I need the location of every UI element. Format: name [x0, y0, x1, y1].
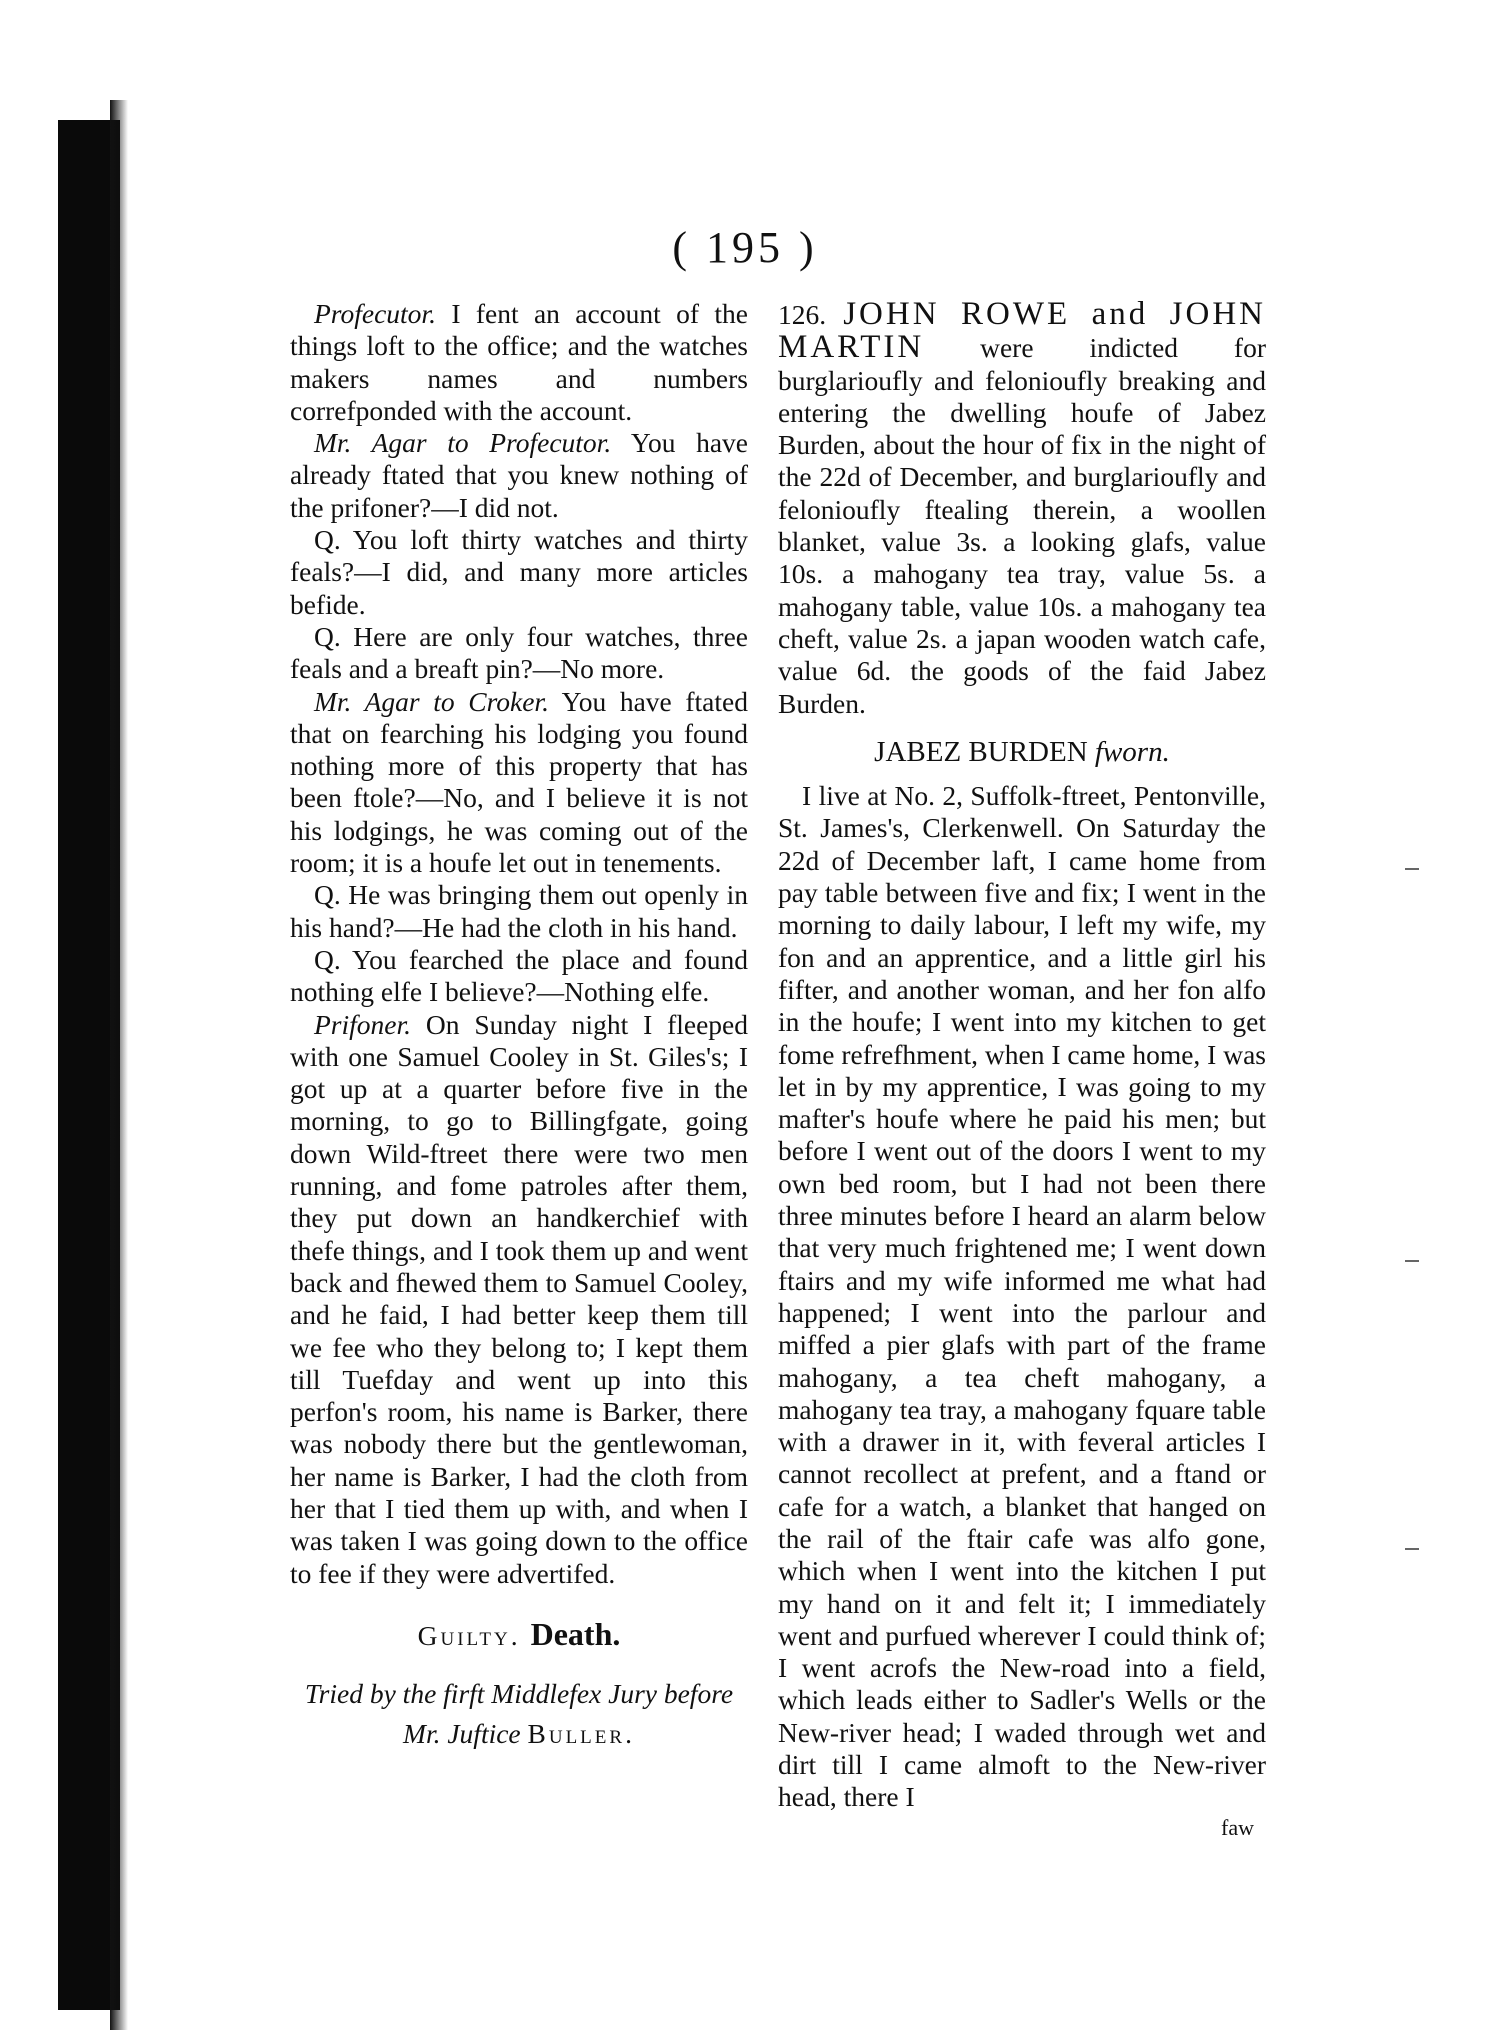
speaker: Mr. Agar to Croker.	[314, 685, 549, 717]
speaker: Mr. Agar to Profecutor.	[314, 427, 612, 459]
right-column	[778, 298, 1266, 1844]
left-column	[290, 298, 748, 1754]
page-number: ( 195 )	[672, 223, 818, 272]
paragraph	[290, 427, 748, 524]
witness-heading	[778, 736, 1266, 768]
judge-name: Buller.	[527, 1718, 635, 1750]
scan-mark	[1405, 868, 1419, 870]
scan-mark	[1405, 1548, 1419, 1550]
paragraph: Q. He was bringing them out openly in his hand?—He had the cloth in his hand.	[290, 879, 748, 943]
paragraph	[290, 298, 748, 427]
catchword: faw	[1221, 1814, 1254, 1840]
case-heading	[778, 298, 1266, 720]
scan-mark	[1405, 1260, 1419, 1262]
paragraph: Q. Here are only four watches, three feals and a breaft pin?—No more.	[290, 620, 748, 685]
paragraph: Q. You fearched the place and found nothing elfe I believe?—Nothing elfe.	[290, 943, 748, 1008]
paragraph	[290, 686, 748, 880]
verdict	[290, 1615, 748, 1652]
witness-name: JABEZ BURDEN	[874, 735, 1088, 768]
verdict-sentence: Death.	[530, 1615, 621, 1652]
testimony: I live at No. 2, Suffolk-ftreet, Pentonville, St. James's, Clerkenwell. On Saturday the 22d of December laft, I came home from pay table between five and fix; I went in the morning to daily labour, I left my wife, my fon and an apprentice, and a little girl his fifter, and another woman, and her fon alfo in the houfe; I went into my kitchen to get fome refrefhment, when I came home, I was let in by my apprentice, I was going to my mafter's houfe where he paid his men; but before I went out of the doors I went to my own bed room, but I had not been there three minutes before I heard an alarm below that very much frightened me; I went down ftairs and my wife informed me what had happened; I went into the parlour and miffed a pier glafs with part of the frame mahogany, a tea cheft mahogany, a mahogany tea tray, a mahogany fquare table with a drawer in it, with feveral articles I cannot recollect at prefent, and a ftand or cafe for a watch, a blanket that hanged on the rail of the ftair cafe was alfo gone, which when I went into the kitchen I put my hand on it and felt it; I immediately went and purfued wherever I could think of; I went acrofs the New-road into a field, which leads either to Sadler's Wells or the New-river head; I waded through wet and dirt till I came almoft to the New-river head, there I	[778, 780, 1266, 1813]
speaker: Prifoner.	[314, 1008, 412, 1040]
paragraph-text: On Sunday night I fleeped with one Samuel Cooley in St. Giles's; I got up at a quarter before five in the morning, to go to Billingfgate, going down Wild-ftreet there were two men running, and fome patroles after them, they put down an handkerchief with thefe things, and I took them up and went back and fhewed them to Samuel Cooley, and he faid, I had better keep them till we fee who they belong to; I kept them till Tuefday and went up into this perfon's room, his name is Barker, there was nobody there but the gentlewoman, her name is Barker, I had the cloth from her that I tied them up with, and when I was taken I was going down to the office to fee if they were advertifed.	[290, 1008, 748, 1589]
speaker: Profecutor.	[314, 298, 436, 329]
binding-edge	[110, 100, 128, 2030]
case-text: were indicted for burglarioufly and felonioufly breaking and entering the dwelling houfe of Jabez Burden, about the hour of fix in the night of the 22d of December, and burglarioufly and felonioufly ftealing therein, a woollen blanket, value 3s. a looking glafs, value 10s. a mahogany tea tray, value 5s. a mahogany table, value 10s. a mahogany tea cheft, value 2s. a japan wooden watch cafe, value 6d. the goods of the faid Jabez Burden.	[778, 332, 1266, 719]
case-names: JOHN ROWE and JOHN MARTIN	[778, 296, 1267, 366]
paragraph-text: You have already ftated that you knew nothing of the prifoner?—I did not.	[290, 427, 749, 523]
witness-sworn: fworn.	[1094, 735, 1170, 768]
paragraph	[290, 1009, 748, 1590]
case-number: 126.	[778, 299, 827, 330]
tried-note	[290, 1674, 748, 1754]
paragraph: Q. You loft thirty watches and thirty feals?—I did, and many more articles befide.	[290, 524, 748, 620]
tried-line: Mr. Juftice	[403, 1718, 521, 1750]
paragraph-text: I fent an account of the things loft to the office; and the watches makers names and numbers correfponded with the account.	[290, 298, 748, 426]
verdict-label: Guilty.	[417, 1619, 521, 1651]
tried-line: Tried by the firft Middlefex Jury before	[304, 1678, 734, 1710]
paragraph-text: You have ftated that on fearching his lodging you found nothing more of this property that has been ftole?—No, and I believe it is not his lodgings, he was coming out of the room; it is a houfe let out in tenements.	[290, 685, 748, 879]
